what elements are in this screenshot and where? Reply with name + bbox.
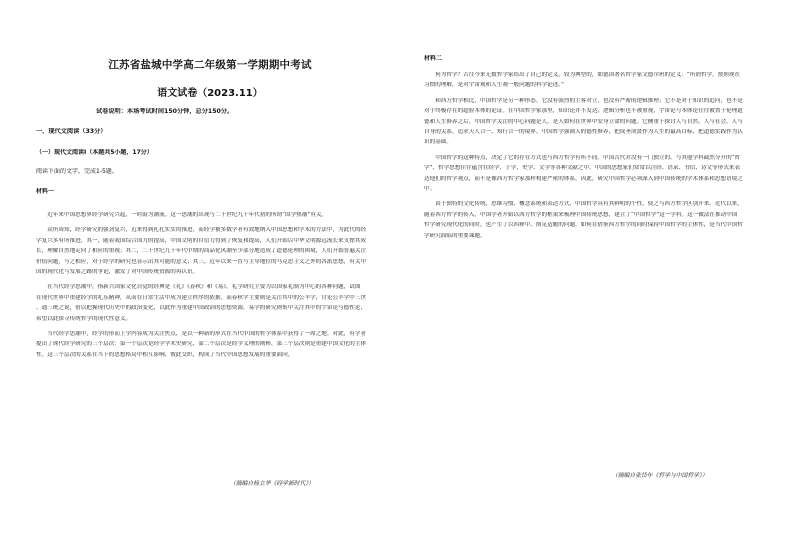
paragraph-line: 在当代经学思潮中，指新兴国家文化自觉的经典是《礼》《春秋》和《易》。礼学研究主要为以国家礼制为中心的各种问题，试图 xyxy=(36,284,361,291)
paragraph-line: 由于独特的文化传统、思维习惯、概念系统和表达方式，中国哲学具有其鲜明的个性，使之与西方哲学区别开来。近代以来， xyxy=(424,201,743,208)
paragraph-line: 学”，哲学思想往往蕴含在经学、子学、史学、文学等各种文献之中。中国的思想家们常常以注经、语录、书信、诗文等形式来表 xyxy=(424,165,741,172)
paragraph-line: 国的现代化与发展之路的争论，激发了对中国传统资源的再认识。 xyxy=(36,269,199,275)
instruction-text: 阅读下面的文字，完成1-5题。 xyxy=(36,168,118,175)
paragraph-line: 自身的关系，追求天人合一、知行合一的境界。中国哲学强调人的德性修养，把成圣成贤作为人生的最高目标，把道德实践作为认 xyxy=(424,129,743,135)
paragraph-line: 对于终极存在的超验本体的论证。在中国哲学家那里，知识论并不发达，逻辑分析也不被重视，宇宙论与本体论往往被置于伦理道 xyxy=(424,108,743,115)
paragraph-line: 近年来中国思想界经学研究兴起，一时蔚为潮流。这一思潮的出现与二十世纪九十年代初的所谓“国学热潮”有关。 xyxy=(36,212,328,218)
paragraph-line: 习惯的理解，是对宇宙观和人生观一般问题的科学论述。” xyxy=(424,82,564,89)
material-label: 材料二 xyxy=(424,55,443,62)
paragraph-line: 众所周知，经学研究的强劲复兴，近来得到扎扎实实的推进，而经学被多数学者有效地纳入中国思想和学术的方法中，为此代的经 xyxy=(36,227,367,234)
citation: （摘编自杨立华《经学新时代》） xyxy=(230,481,315,487)
paragraph-line: 学研究面临的重要课题。 xyxy=(424,232,486,239)
paragraph-line: 和西方哲学相比，中国哲学是另一种形态。它没有强烈的主客对立，也没有严密的逻辑推理；它不是对于知识的追问，也不是 xyxy=(424,97,743,104)
paragraph-line: 价值问题，与之相应，对于经学的研究也显示出其可能的意义；其三，近年以来一直与主导地位的马克思主义之外的各派思想，有关中 xyxy=(36,258,367,265)
exam-info: 试卷说明：本场考试时间150分钟，总分150分。 xyxy=(96,108,234,115)
paragraph-line: 、通三统之说，借以把握现代历史中的政治变化，以此作为重建中国政治的思想资源。易学的研究则集中关注其中的宇宙论与德性论， xyxy=(36,305,367,312)
paragraph-line: 随着西方哲学的传入，中国学者开始以西方哲学的框架来梳理中国传统思想，建立了“中国哲学”这一学科。这一做法在推动中国 xyxy=(424,211,738,218)
citation: （摘编自张岱年《哲学与中国哲学》） xyxy=(612,473,708,479)
paragraph-line: 在现代世界中重建经学的礼乐精神，从而在日常生活中成为建立秩序的依据。而春秋学主要则是关注其中的公羊学，讨论公羊学中三世 xyxy=(36,294,367,301)
subsection-heading: （一）现代文阅读Ⅰ（本题共5小题，17分） xyxy=(36,149,153,156)
paragraph-line: 中国哲学的这种特点，决定了它的存在方式也与西方哲学有所不同。中国古代并没有一门独立的、与其他学科截然分开的“哲 xyxy=(424,154,741,161)
material-label: 材料一 xyxy=(36,188,55,195)
paragraph-line: 哲学研究现代化的同时，也产生了以西释中、削足适履的问题。如何在借鉴西方哲学的同时保持中国哲学的主体性，是当代中国哲 xyxy=(424,222,743,229)
paragraph-line: 德和人生修养之后。中国哲学关注的中心问题是人，是人如何在世界中安身立命的问题。它侧重于探讨人与自然、人与社会、人与 xyxy=(424,118,743,125)
paragraph-line: 当代经学思潮中，经学的形而上学内容成为关注焦点，是以一种新的形式在当代中国的哲学体系中获得了一席之地。对此，有学者 xyxy=(36,331,367,337)
paragraph-line: 中。 xyxy=(424,186,436,192)
paragraph-line: 达他们的哲学观点，而不是像西方哲学家那样构建严密的体系。因此，研究中国哲学必须深入到中国传统的学术体系和思想语境之 xyxy=(424,175,743,182)
exam-subtitle: 语文试卷（2023.11） xyxy=(157,88,263,99)
paragraph-line: 希望以此探寻传统哲学的现代性意义。 xyxy=(36,315,132,322)
paragraph-line: 学复兴多有所推进，其一，随着我国综合国力的提高，中国文明的自信力得到了恢复和提高，人们开始以中华文明源远流长来支撑其成 xyxy=(36,237,367,244)
section-heading: 一、现代文阅读（33分） xyxy=(36,128,107,135)
paragraph-line: 何为哲学？古往今来无数哲学家给出了自己的定义，较为典型的，如德国著名哲学家文德尔班的定义：“所谓哲学，按照现在 xyxy=(424,72,741,78)
paragraph-line: 性。这三个层次的关系在当下的思想格局中相互影响、彼此交织，构成了当代中国思想发展的重要面向。 xyxy=(36,351,294,358)
paragraph-line: 提出了现代经学研究的三个层次：第一个层次是经学学术史研究，第二个层次是经学义理的阐释，第三个层次则是重建中国文化的主体 xyxy=(36,341,367,348)
paragraph-line: 识的基础。 xyxy=(424,139,452,146)
exam-title: 江苏省盐城中学高二年级第一学期期中考试 xyxy=(108,59,312,71)
paragraph-line: 长，理解自然地走向了相应的重视；其二，二十世纪九十年代中期的商品化风潮至少部分地造成了道德伦理的困境，人们开始普遍关注 xyxy=(36,248,367,255)
